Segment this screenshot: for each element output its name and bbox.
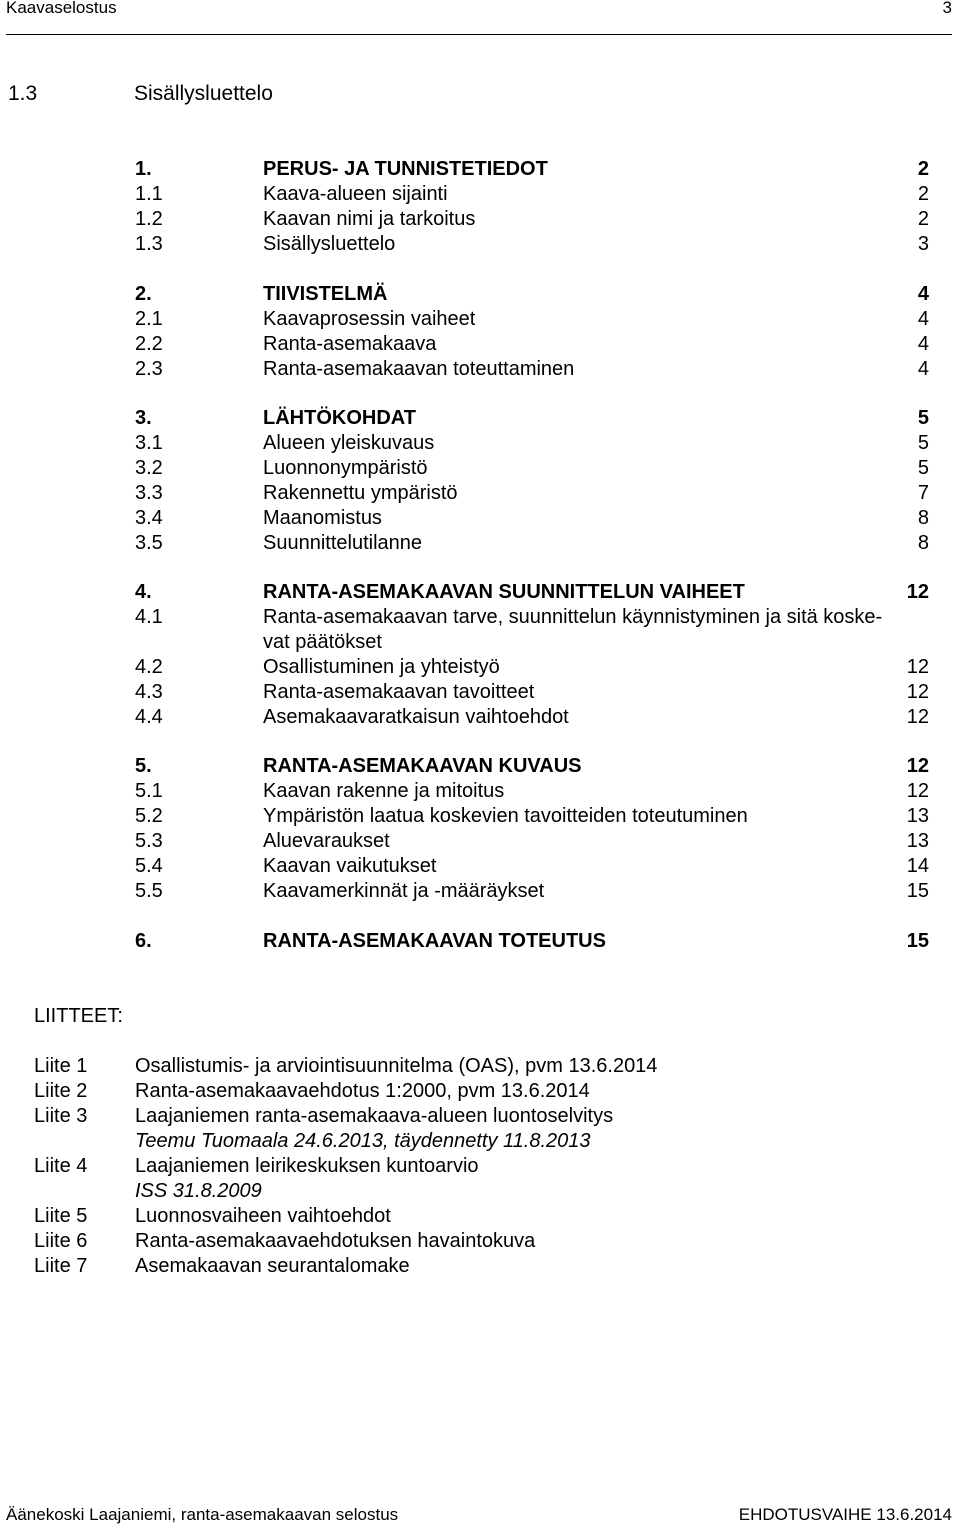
appendix-desc: Ranta-asemakaavaehdotuksen havaintokuva	[135, 1230, 536, 1252]
toc-page: 12	[906, 706, 929, 728]
toc-page: 12	[906, 656, 929, 678]
toc-title: LÄHTÖKOHDAT	[263, 407, 416, 429]
toc-num: 2.2	[135, 333, 163, 355]
appendix-label: Liite 7	[34, 1255, 88, 1277]
toc-row	[0, 431, 960, 456]
toc-num: 5.5	[135, 880, 163, 902]
toc-row	[0, 182, 960, 207]
toc-page: 2	[917, 208, 929, 230]
toc-title: Ympäristön laatua koskevien tavoitteiden toteutuminen	[263, 805, 748, 827]
toc-page: 2	[917, 158, 929, 180]
toc-page: 7	[917, 482, 929, 504]
toc-title: RANTA-ASEMAKAAVAN TOTEUTUS	[263, 930, 606, 952]
toc-row	[0, 456, 960, 481]
toc-title: Aluevaraukset	[263, 830, 390, 852]
toc-num: 6.	[135, 930, 152, 952]
appendix-row	[0, 1254, 960, 1279]
toc-page: 5	[917, 432, 929, 454]
toc-page: 12	[906, 581, 929, 603]
appendix-desc: Teemu Tuomaala 24.6.2013, täydennetty 11.8.2013	[135, 1130, 591, 1152]
appendix-label: Liite 5	[34, 1205, 88, 1227]
toc-title: Kaavan vaikutukset	[263, 855, 437, 877]
appendix-row	[0, 1229, 960, 1254]
toc-num: 2.3	[135, 358, 163, 380]
toc-title: Ranta-asemakaavan toteuttaminen	[263, 358, 575, 380]
toc-num: 1.	[135, 158, 152, 180]
toc-row	[0, 754, 960, 779]
toc-num: 3.3	[135, 482, 163, 504]
appendix-label: Liite 4	[34, 1155, 88, 1177]
toc-num: 1.2	[135, 208, 163, 230]
appendix-row	[0, 1079, 960, 1104]
toc-page: 3	[917, 233, 929, 255]
toc-row	[0, 829, 960, 854]
toc-title: Sisällysluettelo	[263, 233, 396, 255]
toc-title: Ranta-asemakaava	[263, 333, 437, 355]
appendix-row	[0, 1179, 960, 1204]
toc-num: 4.	[135, 581, 152, 603]
toc-num: 4.3	[135, 681, 163, 703]
toc-title: RANTA-ASEMAKAAVAN SUUNNITTELUN VAIHEET	[263, 581, 745, 603]
toc-row	[0, 630, 960, 655]
toc-num: 5.4	[135, 855, 163, 877]
toc-num: 5.3	[135, 830, 163, 852]
toc-num: 3.1	[135, 432, 163, 454]
toc-title: Kaavaprosessin vaiheet	[263, 308, 476, 330]
appendix-row	[0, 1204, 960, 1229]
toc-row	[0, 481, 960, 506]
toc-num: 5.1	[135, 780, 163, 802]
toc-page: 5	[917, 457, 929, 479]
toc-title: Rakennettu ympäristö	[263, 482, 458, 504]
appendix-desc: Luonnosvaiheen vaihtoehdot	[135, 1205, 391, 1227]
toc-row	[0, 207, 960, 232]
toc-row	[0, 157, 960, 182]
appendix-row	[0, 1054, 960, 1079]
toc-page: 15	[906, 930, 929, 952]
toc-row	[0, 332, 960, 357]
toc-num: 5.	[135, 755, 152, 777]
footer-status: EHDOTUSVAIHE 13.6.2014	[738, 1505, 952, 1524]
toc-page: 14	[906, 855, 929, 877]
toc-page: 2	[917, 183, 929, 205]
toc-page: 13	[906, 830, 929, 852]
toc-title: vat päätökset	[263, 631, 382, 653]
appendix-label: Liite 3	[34, 1105, 88, 1127]
appendix-desc: Laajaniemen leirikeskuksen kuntoarvio	[135, 1155, 479, 1177]
toc-row	[0, 307, 960, 332]
toc-row	[0, 357, 960, 382]
toc-row	[0, 680, 960, 705]
toc-title: PERUS- JA TUNNISTETIEDOT	[263, 158, 548, 180]
toc-title: RANTA-ASEMAKAAVAN KUVAUS	[263, 755, 582, 777]
toc-row	[0, 406, 960, 431]
toc-page: 8	[917, 532, 929, 554]
toc-page: 12	[906, 780, 929, 802]
toc-page: 4	[917, 333, 929, 355]
appendix-row	[0, 1104, 960, 1129]
toc-row	[0, 232, 960, 257]
toc-row	[0, 929, 960, 954]
toc-row	[0, 282, 960, 307]
section-title: Sisällysluettelo	[134, 82, 273, 105]
toc-page: 4	[917, 283, 929, 305]
appendix-label: Liite 2	[34, 1080, 88, 1102]
toc-title: Kaavan rakenne ja mitoitus	[263, 780, 505, 802]
appendix-desc: Ranta-asemakaavaehdotus 1:2000, pvm 13.6.2014	[135, 1080, 590, 1102]
header-divider	[6, 34, 952, 35]
toc-num: 1.3	[135, 233, 163, 255]
toc-num: 3.2	[135, 457, 163, 479]
appendix-label: Liite 1	[34, 1055, 88, 1077]
toc-row	[0, 705, 960, 730]
appendices-heading: LIITTEET:	[34, 1005, 123, 1027]
toc-page: 12	[906, 755, 929, 777]
toc-row	[0, 655, 960, 680]
toc-row	[0, 854, 960, 879]
toc-num: 1.1	[135, 183, 163, 205]
appendix-row	[0, 1129, 960, 1154]
toc-num: 2.1	[135, 308, 163, 330]
toc-title: Luonnonympäristö	[263, 457, 428, 479]
toc-title: Kaavan nimi ja tarkoitus	[263, 208, 476, 230]
toc-num: 3.5	[135, 532, 163, 554]
toc-page: 4	[917, 308, 929, 330]
toc-title: Maanomistus	[263, 507, 382, 529]
toc-page: 12	[906, 681, 929, 703]
toc-title: TIIVISTELMÄ	[263, 283, 388, 305]
toc-num: 4.4	[135, 706, 163, 728]
header-page-number: 3	[942, 0, 952, 17]
toc-title: Suunnittelutilanne	[263, 532, 423, 554]
toc-page: 5	[917, 407, 929, 429]
toc-page: 15	[906, 880, 929, 902]
footer-document-title: Äänekoski Laajaniemi, ranta-asemakaavan selostus	[6, 1505, 399, 1524]
toc-row	[0, 879, 960, 904]
toc-num: 3.4	[135, 507, 163, 529]
header-title: Kaavaselostus	[6, 0, 117, 17]
section-number: 1.3	[8, 82, 38, 105]
toc-title: Osallistuminen ja yhteistyö	[263, 656, 500, 678]
toc-title: Kaavamerkinnät ja -määräykset	[263, 880, 545, 902]
toc-page: 13	[906, 805, 929, 827]
appendix-label: Liite 6	[34, 1230, 88, 1252]
toc-num: 4.2	[135, 656, 163, 678]
toc-row	[0, 580, 960, 605]
appendix-desc: Osallistumis- ja arviointisuunnitelma (OAS), pvm 13.6.2014	[135, 1055, 658, 1077]
toc-page: 4	[917, 358, 929, 380]
appendix-desc: Laajaniemen ranta-asemakaava-alueen luontoselvitys	[135, 1105, 614, 1127]
toc-title: Asemakaavaratkaisun vaihtoehdot	[263, 706, 569, 728]
toc-row	[0, 531, 960, 556]
toc-row	[0, 605, 960, 630]
toc-num: 2.	[135, 283, 152, 305]
appendix-row	[0, 1154, 960, 1179]
toc-page: 8	[917, 507, 929, 529]
toc-num: 5.2	[135, 805, 163, 827]
toc-row	[0, 506, 960, 531]
toc-num: 3.	[135, 407, 152, 429]
toc-row	[0, 804, 960, 829]
appendix-desc: ISS 31.8.2009	[135, 1180, 262, 1202]
toc-num: 4.1	[135, 606, 163, 628]
toc-title: Kaava-alueen sijainti	[263, 183, 448, 205]
toc-title: Ranta-asemakaavan tavoitteet	[263, 681, 535, 703]
appendix-desc: Asemakaavan seurantalomake	[135, 1255, 410, 1277]
toc-row	[0, 779, 960, 804]
toc-title: Alueen yleiskuvaus	[263, 432, 435, 454]
toc-title: Ranta-asemakaavan tarve, suunnittelun käynnistyminen ja sitä koske-	[263, 606, 883, 628]
